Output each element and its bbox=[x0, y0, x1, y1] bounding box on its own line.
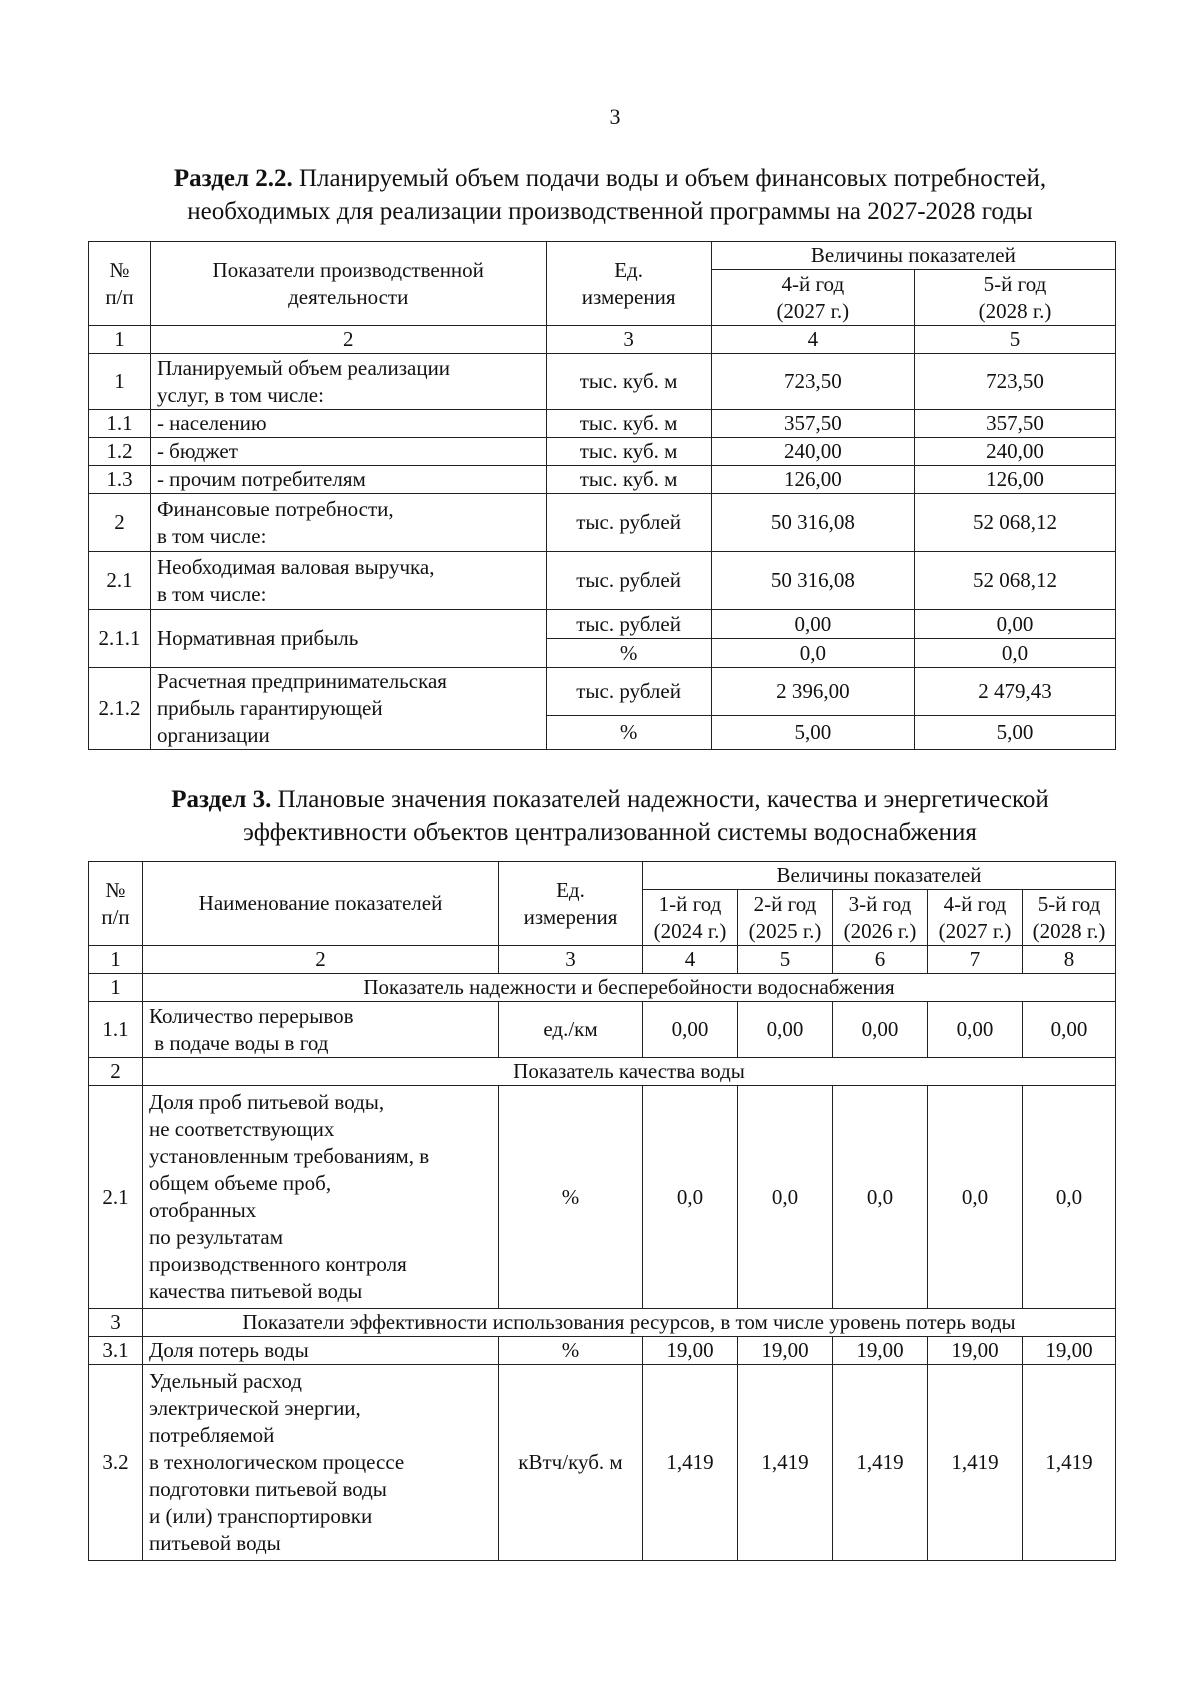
section-3-title-line2: эффективности объектов централизованной системы водоснабжения bbox=[243, 819, 977, 846]
row-value: 19,00 bbox=[1023, 1337, 1116, 1365]
table-row bbox=[89, 1002, 1116, 1058]
group-row bbox=[89, 974, 1116, 1002]
row-name: Необходимая валовая выручка, в том числе: bbox=[150, 552, 546, 610]
row-number: 2.1.1 bbox=[89, 610, 151, 668]
row-number: 1.1 bbox=[89, 410, 151, 438]
row-value: 126,00 bbox=[711, 466, 914, 494]
row-value: 357,50 bbox=[914, 410, 1115, 438]
row-value: 2 479,43 bbox=[914, 668, 1115, 716]
row-number: 1.1 bbox=[89, 1002, 143, 1058]
table-row bbox=[89, 1086, 1116, 1309]
row-number: 3.2 bbox=[89, 1365, 143, 1561]
row-unit: % bbox=[546, 716, 711, 750]
row-number: 2.1 bbox=[89, 1086, 143, 1309]
page-number: 3 bbox=[609, 104, 621, 129]
column-number: 5 bbox=[738, 946, 833, 974]
row-value: 240,00 bbox=[711, 438, 914, 466]
row-number: 1.2 bbox=[89, 438, 151, 466]
column-number: 3 bbox=[499, 946, 643, 974]
row-value: 0,0 bbox=[928, 1086, 1023, 1309]
row-value: 0,00 bbox=[833, 1002, 928, 1058]
row-unit: ед./км bbox=[499, 1002, 643, 1058]
header-year-5: 5-й год (2028 г.) bbox=[1023, 890, 1116, 946]
row-name: - бюджет bbox=[150, 438, 546, 466]
row-name: Нормативная прибыль bbox=[150, 610, 546, 668]
row-value: 19,00 bbox=[738, 1337, 833, 1365]
column-number-row bbox=[89, 326, 1116, 354]
table-row bbox=[89, 610, 1116, 639]
row-unit: % bbox=[499, 1337, 643, 1365]
row-value: 0,00 bbox=[928, 1002, 1023, 1058]
row-unit: тыс. куб. м bbox=[546, 438, 711, 466]
table-row bbox=[89, 1365, 1116, 1561]
row-number: 3 bbox=[89, 1309, 143, 1337]
row-value: 1,419 bbox=[1023, 1365, 1116, 1561]
row-value: 0,00 bbox=[738, 1002, 833, 1058]
row-name: Удельный расход электрической энергии, потребляемой в технологическом процессе подготовки питьевой воды и (или) транспортировки питьевой воды bbox=[143, 1365, 499, 1561]
row-value: 723,50 bbox=[914, 354, 1115, 410]
row-name: - прочим потребителям bbox=[150, 466, 546, 494]
row-value: 19,00 bbox=[928, 1337, 1023, 1365]
row-number: 1 bbox=[89, 354, 151, 410]
financial-needs-table bbox=[88, 241, 1116, 750]
column-number: 2 bbox=[150, 326, 546, 354]
row-value: 0,00 bbox=[1023, 1002, 1116, 1058]
group-row bbox=[89, 1058, 1116, 1086]
row-unit: % bbox=[546, 639, 711, 668]
row-value: 1,419 bbox=[643, 1365, 738, 1561]
row-value: 50 316,08 bbox=[711, 552, 914, 610]
table-row bbox=[89, 1337, 1116, 1365]
section-2-2-title-line1: Планируемый объем подачи воды и объем финансовых потребностей, bbox=[292, 165, 1047, 192]
column-number: 2 bbox=[143, 946, 499, 974]
table-row bbox=[89, 438, 1116, 466]
table-row bbox=[89, 494, 1116, 552]
row-value: 0,00 bbox=[914, 610, 1115, 639]
section-3-label: Раздел 3. bbox=[171, 786, 272, 813]
row-unit: % bbox=[499, 1086, 643, 1309]
group-row bbox=[89, 1309, 1116, 1337]
row-name: - населению bbox=[150, 410, 546, 438]
row-value: 240,00 bbox=[914, 438, 1115, 466]
column-number: 4 bbox=[643, 946, 738, 974]
row-value: 0,0 bbox=[738, 1086, 833, 1309]
column-number-row bbox=[89, 946, 1116, 974]
table-row bbox=[89, 410, 1116, 438]
column-number: 6 bbox=[833, 946, 928, 974]
header-values: Величины показателей bbox=[643, 862, 1116, 890]
column-number: 4 bbox=[711, 326, 914, 354]
table-row bbox=[89, 552, 1116, 610]
row-number: 3.1 bbox=[89, 1337, 143, 1365]
row-unit: тыс. рублей bbox=[546, 552, 711, 610]
row-value: 0,0 bbox=[1023, 1086, 1116, 1309]
header-year-1: 1-й год (2024 г.) bbox=[643, 890, 738, 946]
row-value: 19,00 bbox=[833, 1337, 928, 1365]
row-name: Доля проб питьевой воды, не соответствующих установленным требованиям, в общем объеме проб, отобранных по результатам производственного контроля качества питьевой воды bbox=[143, 1086, 499, 1309]
row-value: 5,00 bbox=[914, 716, 1115, 750]
column-number: 3 bbox=[546, 326, 711, 354]
row-unit: тыс. куб. м bbox=[546, 410, 711, 438]
header-year-3: 3-й год (2026 г.) bbox=[833, 890, 928, 946]
column-number: 8 bbox=[1023, 946, 1116, 974]
row-value: 1,419 bbox=[833, 1365, 928, 1561]
row-value: 5,00 bbox=[711, 716, 914, 750]
row-number: 2 bbox=[89, 1058, 143, 1086]
header-year-5: 5-й год (2028 г.) bbox=[914, 270, 1115, 326]
section-2-2-heading bbox=[88, 162, 1132, 228]
section-2-2-title-line2: необходимых для реализации производственной программы на 2027-2028 годы bbox=[187, 198, 1033, 225]
row-value: 0,00 bbox=[711, 610, 914, 639]
row-value: 1,419 bbox=[738, 1365, 833, 1561]
header-year-2: 2-й год (2025 г.) bbox=[738, 890, 833, 946]
row-value: 1,419 bbox=[928, 1365, 1023, 1561]
section-3-heading bbox=[88, 783, 1132, 849]
row-number: 2.1 bbox=[89, 552, 151, 610]
row-number: 2.1.2 bbox=[89, 668, 151, 750]
header-unit: Ед. измерения bbox=[546, 242, 711, 326]
row-value: 0,0 bbox=[711, 639, 914, 668]
header-values: Величины показателей bbox=[711, 242, 1115, 270]
reliability-quality-efficiency-table bbox=[88, 861, 1116, 1561]
row-number: 2 bbox=[89, 494, 151, 552]
row-value: 357,50 bbox=[711, 410, 914, 438]
row-unit: тыс. куб. м bbox=[546, 354, 711, 410]
table-row bbox=[89, 354, 1116, 410]
row-unit: кВтч/куб. м bbox=[499, 1365, 643, 1561]
row-value: 19,00 bbox=[643, 1337, 738, 1365]
header-indicator: Показатели производственной деятельности bbox=[150, 242, 546, 326]
row-value: 126,00 bbox=[914, 466, 1115, 494]
group-title: Показатели эффективности использования ресурсов, в том числе уровень потерь воды bbox=[143, 1309, 1116, 1337]
row-name: Расчетная предпринимательская прибыль гарантирующей организации bbox=[150, 668, 546, 750]
row-unit: тыс. рублей bbox=[546, 494, 711, 552]
group-title: Показатель качества воды bbox=[143, 1058, 1116, 1086]
row-value: 0,0 bbox=[643, 1086, 738, 1309]
row-unit: тыс. рублей bbox=[546, 668, 711, 716]
row-value: 52 068,12 bbox=[914, 552, 1115, 610]
row-value: 723,50 bbox=[711, 354, 914, 410]
group-title: Показатель надежности и бесперебойности водоснабжения bbox=[143, 974, 1116, 1002]
row-number: 1 bbox=[89, 974, 143, 1002]
row-unit: тыс. рублей bbox=[546, 610, 711, 639]
row-value: 0,00 bbox=[643, 1002, 738, 1058]
row-value: 0,0 bbox=[833, 1086, 928, 1309]
column-number: 5 bbox=[914, 326, 1115, 354]
row-unit: тыс. куб. м bbox=[546, 466, 711, 494]
header-no: № п/п bbox=[89, 862, 143, 946]
header-no: № п/п bbox=[89, 242, 151, 326]
header-unit: Ед. измерения bbox=[499, 862, 643, 946]
header-name: Наименование показателей bbox=[143, 862, 499, 946]
row-number: 1.3 bbox=[89, 466, 151, 494]
header-year-4: 4-й год (2027 г.) bbox=[711, 270, 914, 326]
row-value: 52 068,12 bbox=[914, 494, 1115, 552]
header-year-4: 4-й год (2027 г.) bbox=[928, 890, 1023, 946]
row-name: Финансовые потребности, в том числе: bbox=[150, 494, 546, 552]
column-number: 7 bbox=[928, 946, 1023, 974]
table-row bbox=[89, 668, 1116, 716]
table-row bbox=[89, 466, 1116, 494]
section-3-title-line1: Плановые значения показателей надежности, качества и энергетической bbox=[271, 786, 1049, 813]
row-value: 2 396,00 bbox=[711, 668, 914, 716]
row-name: Планируемый объем реализации услуг, в том числе: bbox=[150, 354, 546, 410]
column-number: 1 bbox=[89, 946, 143, 974]
section-2-2-label: Раздел 2.2. bbox=[173, 165, 293, 192]
row-value: 50 316,08 bbox=[711, 494, 914, 552]
row-value: 0,0 bbox=[914, 639, 1115, 668]
column-number: 1 bbox=[89, 326, 151, 354]
row-name: Количество перерывов в подаче воды в год bbox=[143, 1002, 499, 1058]
row-name: Доля потерь воды bbox=[143, 1337, 499, 1365]
